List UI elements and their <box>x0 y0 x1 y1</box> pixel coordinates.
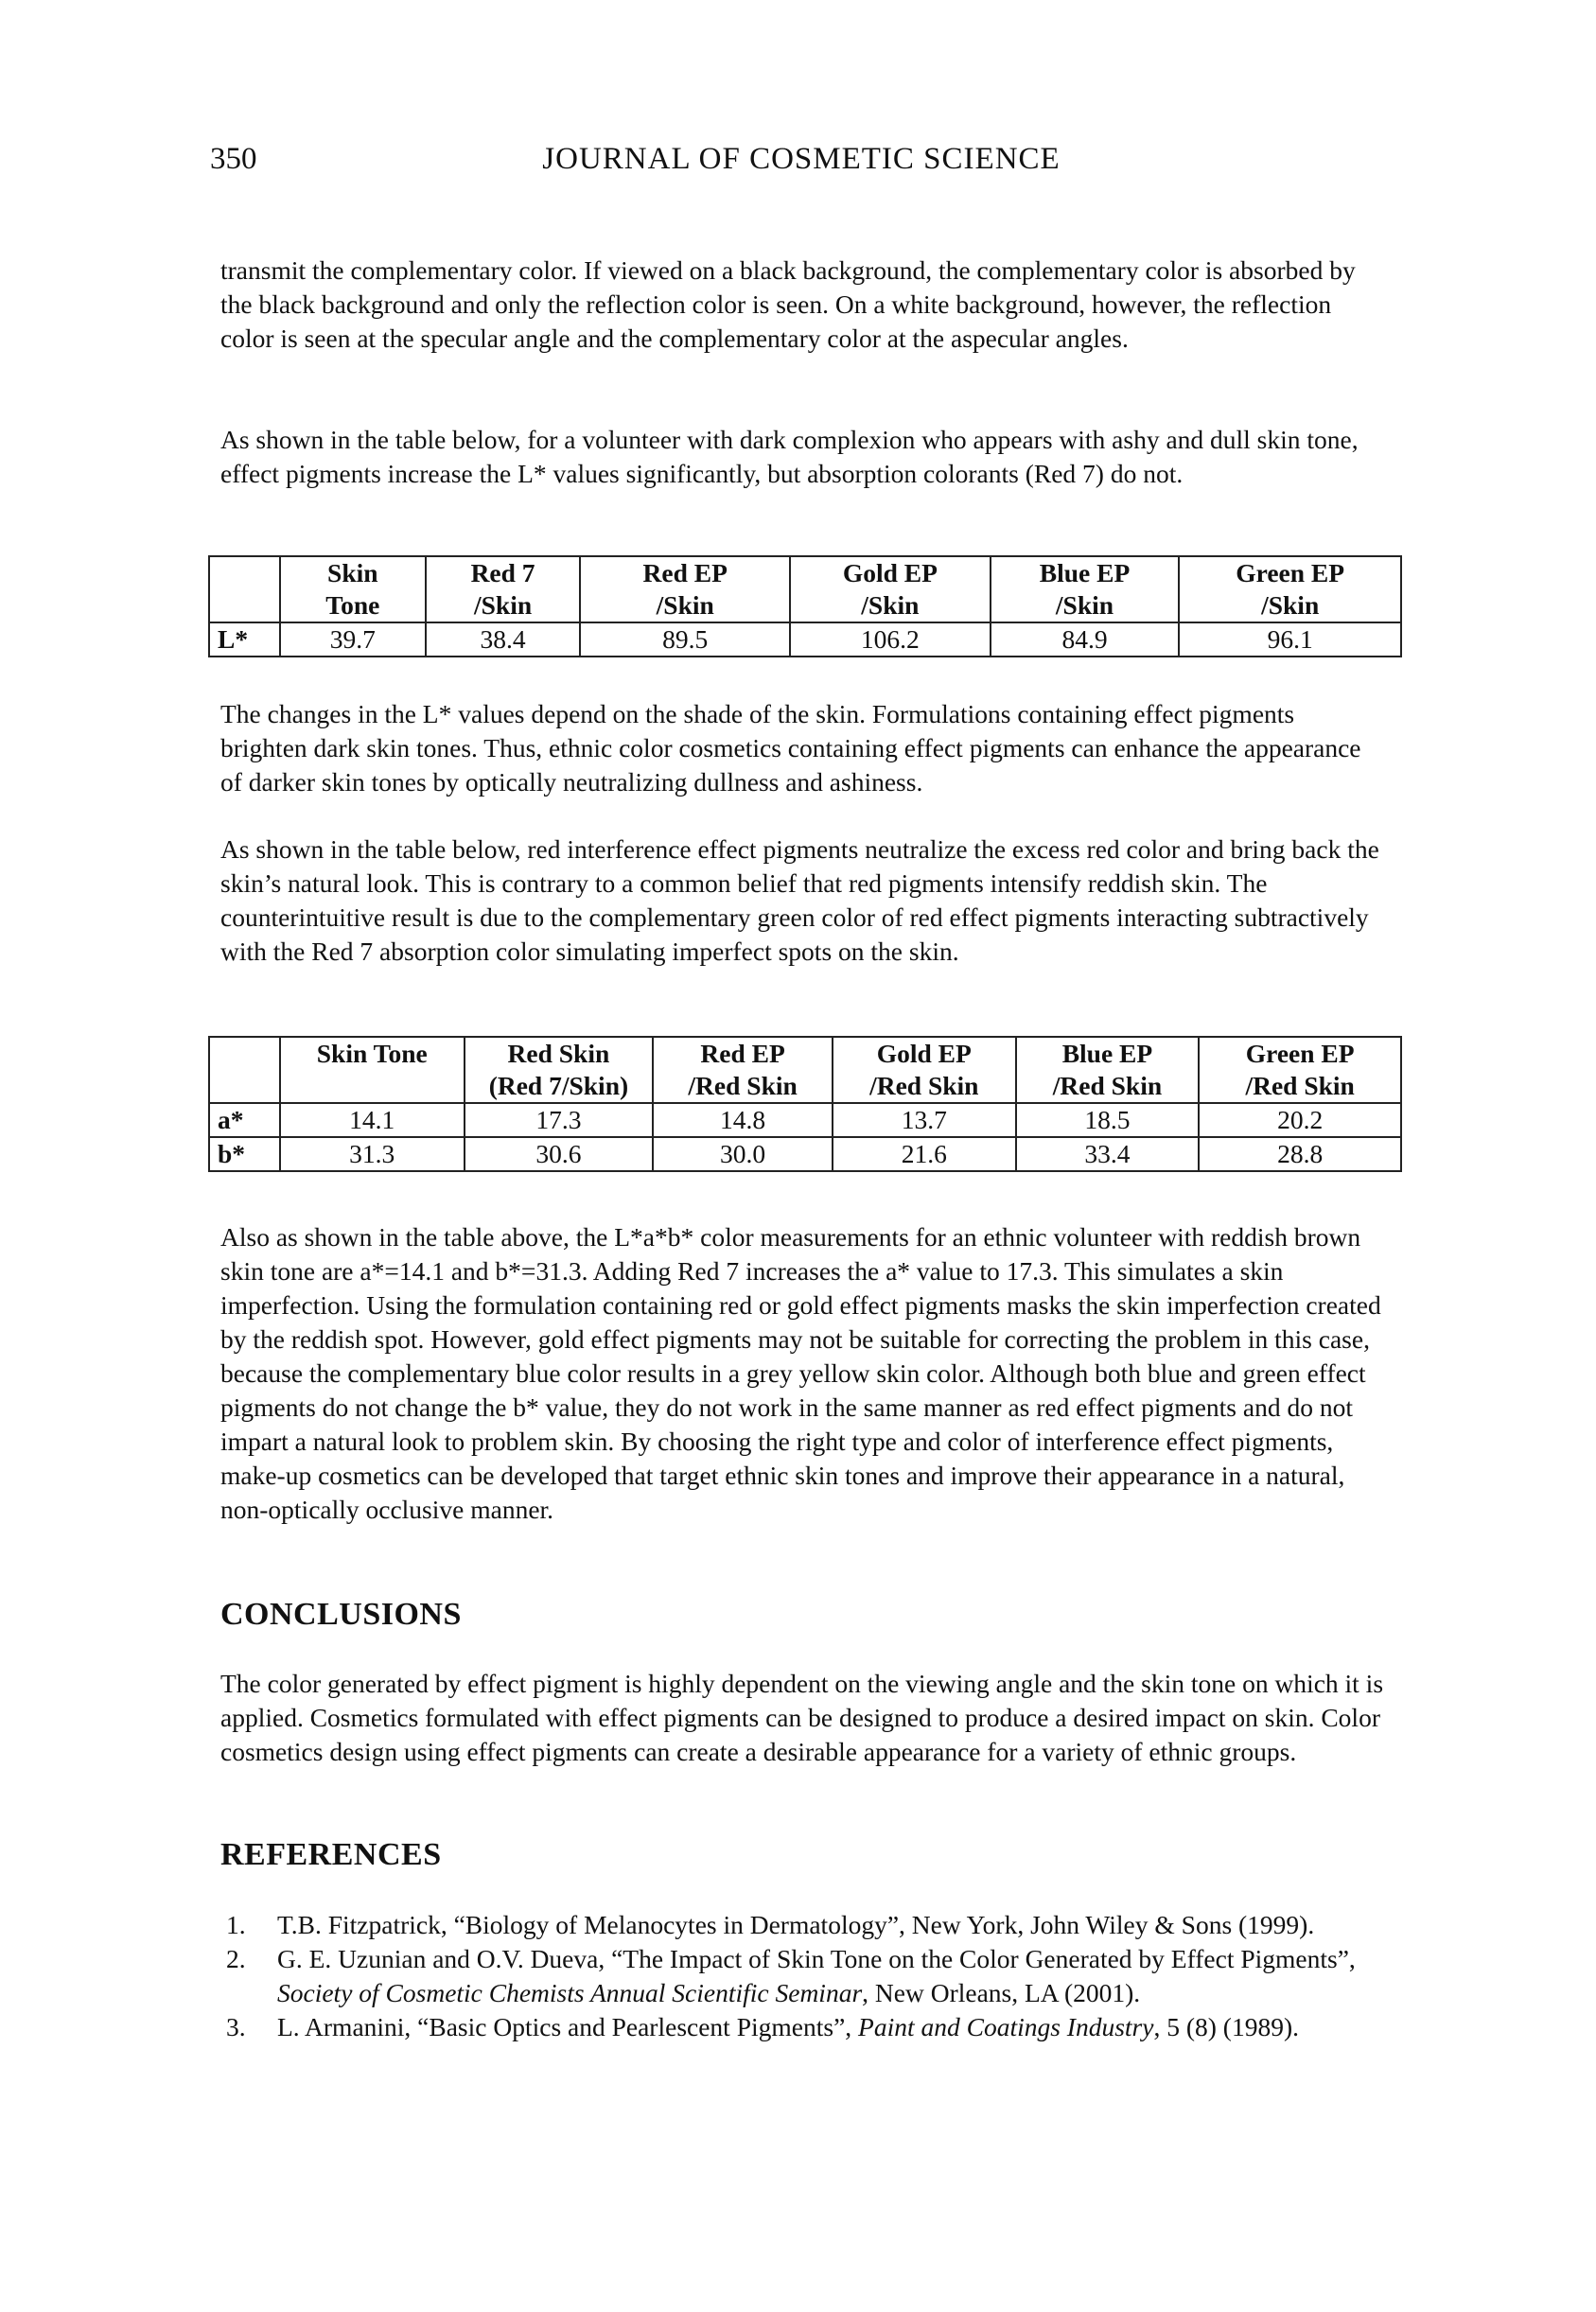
table-header: Skin Tone <box>280 1037 465 1103</box>
table-cell: 17.3 <box>465 1103 654 1137</box>
row-label: b* <box>209 1137 280 1171</box>
table-cell: 21.6 <box>833 1137 1016 1171</box>
paragraph-4: As shown in the table below, red interference effect pigments neutralize the excess red color and bring back the skin’s natural look. This is contrary to a common belief that red pigments intensify reddish skin. The counterintuitive result is due to the complementary green color of red effect pigments interacting subtractively with the Red 7 absorption color simulating imperfect spots on the skin. <box>220 834 1379 966</box>
page-number: 350 <box>210 142 257 176</box>
running-header <box>210 142 1393 189</box>
paragraph-2: As shown in the table below, for a volunteer with dark complexion who appears with ashy and dull skin tone, effect pigments increase the L* values significantly, but absorption colorants (Red 7) do not. <box>220 425 1359 488</box>
table-header-row <box>209 556 1401 622</box>
paragraph-1: transmit the complementary color. If viewed on a black background, the complementary color is absorbed by the black background and only the reflection color is seen. On a white background, however, the reflection color is seen at the specular angle and the complementary color at the aspecular angles. <box>220 255 1356 353</box>
table-cell: 39.7 <box>280 622 426 657</box>
lightness-table <box>208 555 1402 657</box>
paragraph-3: The changes in the L* values depend on the shade of the skin. Formulations containing effect pigments brighten dark skin tones. Thus, ethnic color cosmetics containing effect pigments can enhance the appearance of darker skin tones by optically neutralizing dullness and ashiness. <box>220 699 1361 797</box>
table-row <box>209 622 1401 657</box>
table-cell: 84.9 <box>991 622 1180 657</box>
table-header: Green EP /Skin <box>1179 556 1401 622</box>
table-header: Red EP /Skin <box>580 556 790 622</box>
table-cell: 96.1 <box>1179 622 1401 657</box>
table-cell: 89.5 <box>580 622 790 657</box>
paragraph-5: Also as shown in the table above, the L*a*b* color measurements for an ethnic volunteer with reddish brown skin tone are a*=14.1 and b*=31.3. Adding Red 7 increases the a* value to 17.3. This simulates a skin imperfection. Using the formulation containing red or gold effect pigments masks the skin imperfection created by the reddish spot. However, gold effect pigments may not be suitable for correcting the problem in this case, because the complementary blue color results in a grey yellow skin color. Although both blue and green effect pigments do not change the b* value, they do not work in the same manner as red effect pigments and do not impart a natural look to problem skin. By choosing the right type and color of interference effect pigments, make-up cosmetics can be developed that target ethnic skin tones and improve their appearance in a natural, non-optically occlusive manner. <box>220 1222 1381 1524</box>
table-cell: 33.4 <box>1016 1137 1200 1171</box>
reference-list <box>220 1908 1384 2044</box>
reference-item: 3. L. Armanini, “Basic Optics and Pearlescent Pigments”, Paint and Coatings Industry, 5 (8) (1989). <box>226 2012 1299 2041</box>
table-row <box>209 1137 1401 1171</box>
table-header: Skin Tone <box>280 556 426 622</box>
table-row <box>209 1103 1401 1137</box>
table-corner-cell <box>209 556 280 622</box>
table-header: Red 7 /Skin <box>426 556 581 622</box>
table-cell: 14.8 <box>653 1103 833 1137</box>
table-cell: 28.8 <box>1199 1137 1401 1171</box>
table-cell: 38.4 <box>426 622 581 657</box>
table-header: Blue EP /Red Skin <box>1016 1037 1200 1103</box>
table-cell: 30.6 <box>465 1137 654 1171</box>
paragraph-6: The color generated by effect pigment is highly dependent on the viewing angle and the skin tone on which it is applied. Cosmetics formulated with effect pigments can be designed to produce a desired impact on skin. Color cosmetics design using effect pigments can create a desirable appearance for a variety of ethnic groups. <box>220 1669 1384 1766</box>
table-header: Blue EP /Skin <box>991 556 1180 622</box>
table-header-row <box>209 1037 1401 1103</box>
table-cell: 20.2 <box>1199 1103 1401 1137</box>
table-header: Red EP /Red Skin <box>653 1037 833 1103</box>
table-cell: 14.1 <box>280 1103 465 1137</box>
color-table <box>208 1036 1402 1172</box>
row-label: L* <box>209 622 280 657</box>
row-label: a* <box>209 1103 280 1137</box>
table-header: Green EP /Red Skin <box>1199 1037 1401 1103</box>
table-header: Gold EP /Skin <box>790 556 991 622</box>
table-cell: 30.0 <box>653 1137 833 1171</box>
table-header: Gold EP /Red Skin <box>833 1037 1016 1103</box>
table-cell: 18.5 <box>1016 1103 1200 1137</box>
table-cell: 31.3 <box>280 1137 465 1171</box>
table-cell: 13.7 <box>833 1103 1016 1137</box>
table-corner-cell <box>209 1037 280 1103</box>
conclusions-heading: CONCLUSIONS <box>220 1597 462 1632</box>
table-cell: 106.2 <box>790 622 991 657</box>
table-header: Red Skin (Red 7/Skin) <box>465 1037 654 1103</box>
reference-item: 1. T.B. Fitzpatrick, “Biology of Melanocytes in Dermatology”, New York, John Wiley & Sons (1999). <box>226 1910 1315 1939</box>
reference-item: 2. G. E. Uzunian and O.V. Dueva, “The Impact of Skin Tone on the Color Generated by Effect Pigments”, Society of Cosmetic Chemists Annual Scientific Seminar, New Orleans, LA (2001). <box>226 1944 1356 2007</box>
references-heading: REFERENCES <box>220 1837 442 1872</box>
journal-title: JOURNAL OF COSMETIC SCIENCE <box>542 142 1061 176</box>
